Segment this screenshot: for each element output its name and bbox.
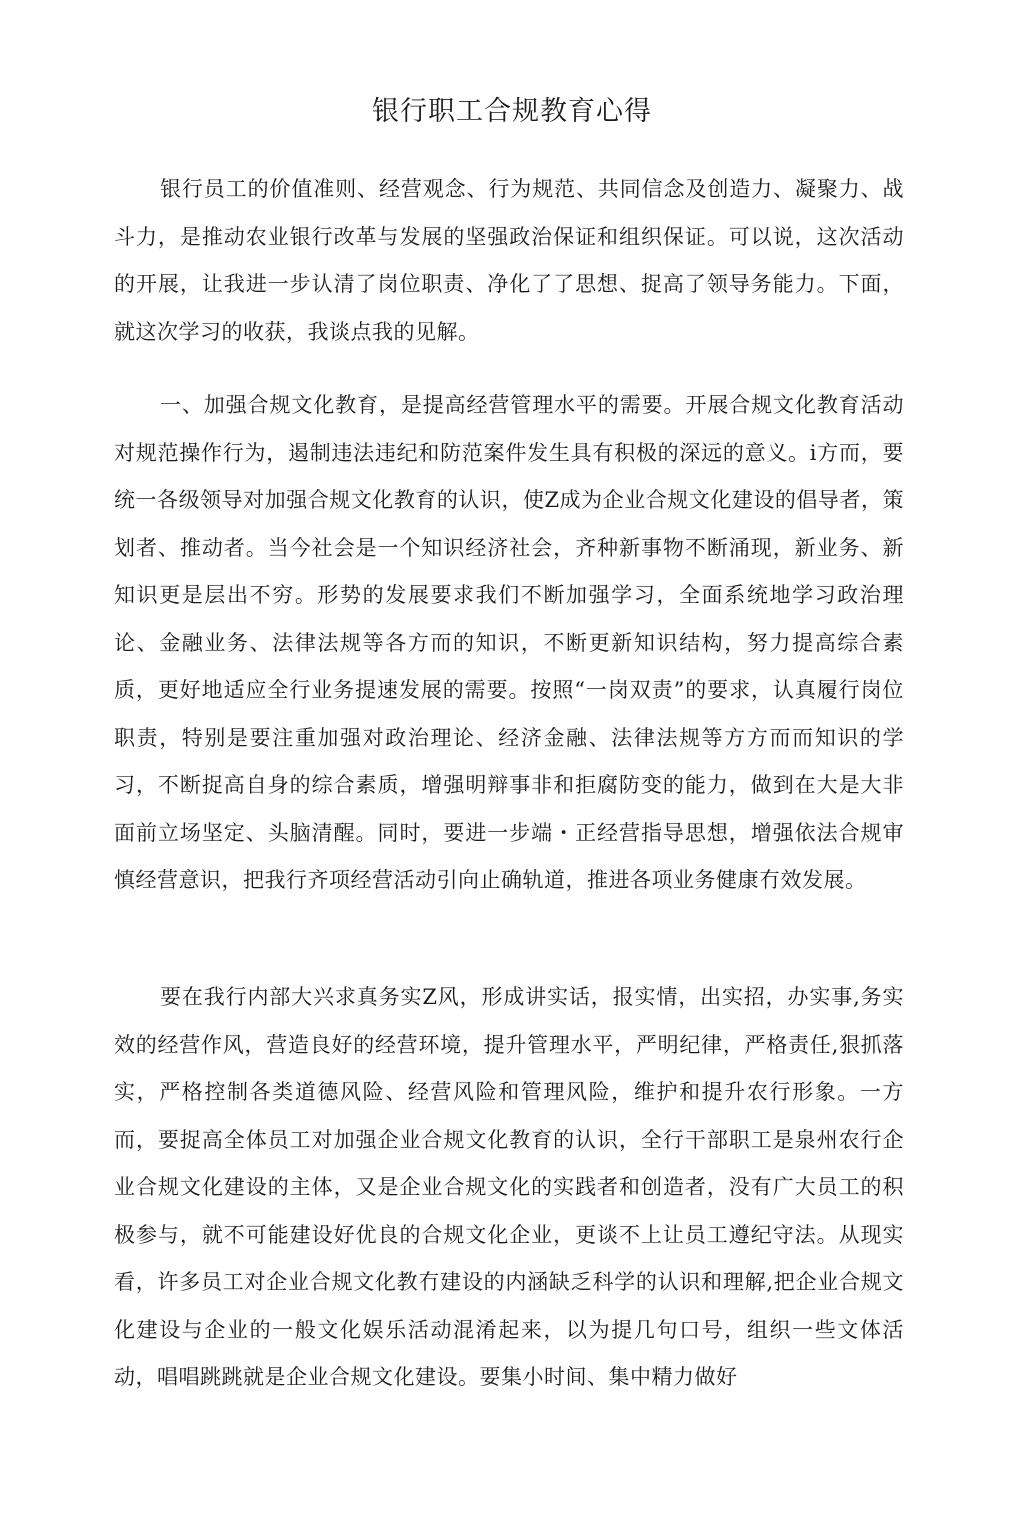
paragraph-intro: 银行员工的价值准则、经营观念、行为规范、共同信念及创造力、凝聚力、战斗力，是推动农业银行改革与发展的坚强政治保证和组织保证。可以说，这次活动的开展，让我进一步认清了岗位职责、净化了了思想、捉高了领导务能力。下面，就这次学习的收获，我谈点我的见解。 [114, 177, 904, 344]
paragraph-practical-style: 要在我行内部大兴求真务实Z风，形成讲实话，报实情，出实招，办实事,务实效的经营作风，营造良好的经营环境，提升管理水平，严明纪律，严格责任,狠抓落实，严格控制各类道德风险、经营风险和管理风险，维护和提升农行形象。一方而，要捉高全体员工对加强企业合规文化教育的认识，全行干部职工是泉州农行企业合规文化建设的主体，又是企业合规文化的实践者和创造者，没有广大员工的积极参与，就不可能建设好优良的合规文化企业，更谈不上让员工遵纪守法。从现实看，许多员工对企业合规文化教冇建设的内涵缺乏科学的认识和理解,把企业合规文化建设与企业的一般文化娱乐活动混淆起来，以为提几句口号，组织一些文体活动，唱唱跳跳就是企业合规文化建设。要集小时间、集中精力做好 [114, 985, 904, 1389]
paragraph-section-one: 一、加强合规文化教育，是提高经营管理水平的需要。开展合规文化教育活动对规范操作行为，遏制违法违纪和防范案件发生具有积极的深远的意义。i方而，要统一各级领导对加强合规文化教育的认识，使Z成为企业合规文化建设的倡导者，策划者、推动者。当今社会是一个知识经济社会，齐种新事物不断涌现，新业务、新知识更是层出不穷。形势的发展要求我们不断加强学习，全面系统地学习政治理论、金融业务、法律法规等各方而的知识，不断更新知识结构，努力提高综合素质，更好地适应全行业务提速发展的需要。按照“一岗双责”的要求，认真履行岗位职责，特别是要注重加强对政治理论、经济金融、法律法规等方方而而知识的学习，不断捉高自身的综合素质，增强明辩事非和拒腐防变的能力，做到在大是大非面前立场坚定、头脑清醒。同时，要进一步端・正经营指导思想，增强依法合规审慎经营意识，把我行齐项经营活动引向止确轨道，推进各项业务健康冇效发展。 [114, 393, 904, 892]
document-title: 银行职工合规教育心得 [372, 96, 652, 127]
